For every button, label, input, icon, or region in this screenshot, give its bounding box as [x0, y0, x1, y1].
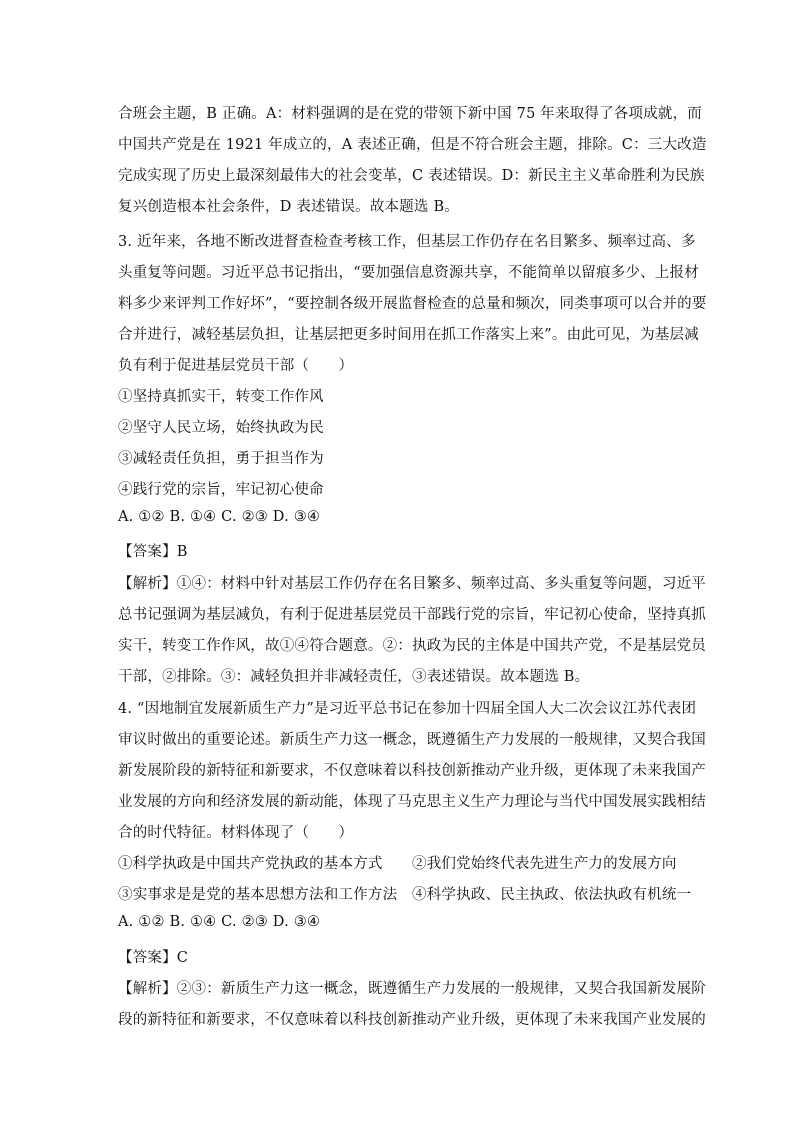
- text-line: 新发展阶段的新特征和新要求，不仅意味着以科技创新推动产业升级，更体现了未来我国产: [118, 763, 706, 779]
- text-line: 负有利于促进基层党员干部（ ）: [118, 358, 354, 374]
- text-line: 总书记强调为基层减负，有利于促进基层党员干部践行党的宗旨，牢记初心使命，坚持真抓: [118, 607, 706, 623]
- answer-choices: A. ①② B. ①④ C. ②③ D. ③④: [118, 509, 321, 525]
- text-line: 合班会主题，B 正确。A：材料强调的是在党的带领下新中国 75 年来取得了各项成就，而: [118, 106, 703, 122]
- text-line: 料多少来评判工作好坏”，“要控制各级开展监督检查的总量和频次，同类事项可以合并的要: [118, 296, 707, 312]
- answer-label: 【答案】B: [118, 544, 188, 560]
- text-line: 段的新特征和新要求，不仅意味着以科技创新推动产业升级，更体现了未来我国产业发展的: [118, 1012, 706, 1028]
- text-line: 完成实现了历史上最深刻最伟大的社会变革，C 表述错误。D：新民主主义革命胜利为民族: [118, 168, 705, 184]
- option-3: ③减轻责任负担，勇于担当作为: [118, 451, 324, 467]
- analysis-text: 【解析】②③：新质生产力这一概念，既遵循生产力发展的一般规律，又契合我国新发展阶: [118, 981, 706, 997]
- option-4: ④践行党的宗旨，牢记初心使命: [118, 482, 324, 498]
- options-row-1: ①科学执政是中国共产党执政的基本方式 ②我们党始终代表先进生产力的发展方向: [118, 856, 677, 872]
- question-4-text: 4. “因地制宜发展新质生产力”是习近平总书记在参加十四届全国人大二次会议江苏代表团: [118, 701, 697, 717]
- text-line: 审议时做出的重要论述。新质生产力这一概念，既遵循生产力发展的一般规律，又契合我国: [118, 732, 706, 748]
- answer-label: 【答案】C: [118, 950, 189, 966]
- answer-choices: A. ①② B. ①④ C. ②③ D. ③④: [118, 914, 321, 930]
- question-3-text: 3. 近年来，各地不断改进督查检查考核工作，但基层工作仍存在名目繁多、频率过高、多: [118, 234, 696, 250]
- text-line: 干部，②排除。③：减轻负担并非减轻责任，③表述错误。故本题选 B。: [118, 669, 590, 685]
- text-line: 实干，转变工作作风，故①④符合题意。②：执政为民的主体是中国共产党，不是基层党员: [118, 638, 706, 654]
- text-line: 合的时代特征。材料体现了（ ）: [118, 825, 354, 841]
- option-2: ②坚守人民立场，始终执政为民: [118, 420, 324, 436]
- text-line: 业发展的方向和经济发展的新动能，体现了马克思主义生产力理论与当代中国发展实践相结: [118, 794, 706, 810]
- text-line: 中国共产党是在 1921 年成立的，A 表述正确，但是不符合班会主题，排除。C：三大改造: [118, 137, 707, 153]
- option-1: ①坚持真抓实干，转变工作作风: [118, 389, 324, 405]
- analysis-text: 【解析】①④：材料中针对基层工作仍存在名目繁多、频率过高、多头重复等问题，习近平: [118, 576, 706, 592]
- text-line: 合并进行，减轻基层负担，让基层把更多时间用在抓工作落实上来”。由此可见，为基层减: [118, 327, 699, 343]
- options-row-2: ③实事求是是党的基本思想方法和工作方法 ④科学执政、民主执政、依法执政有机统一: [118, 887, 692, 903]
- text-line: 头重复等问题。习近平总书记指出，“要加强信息资源共享，不能简单以留痕多少、上报材: [118, 265, 699, 281]
- text-line: 复兴创造根本社会条件，D 表述错误。故本题选 B。: [118, 199, 459, 215]
